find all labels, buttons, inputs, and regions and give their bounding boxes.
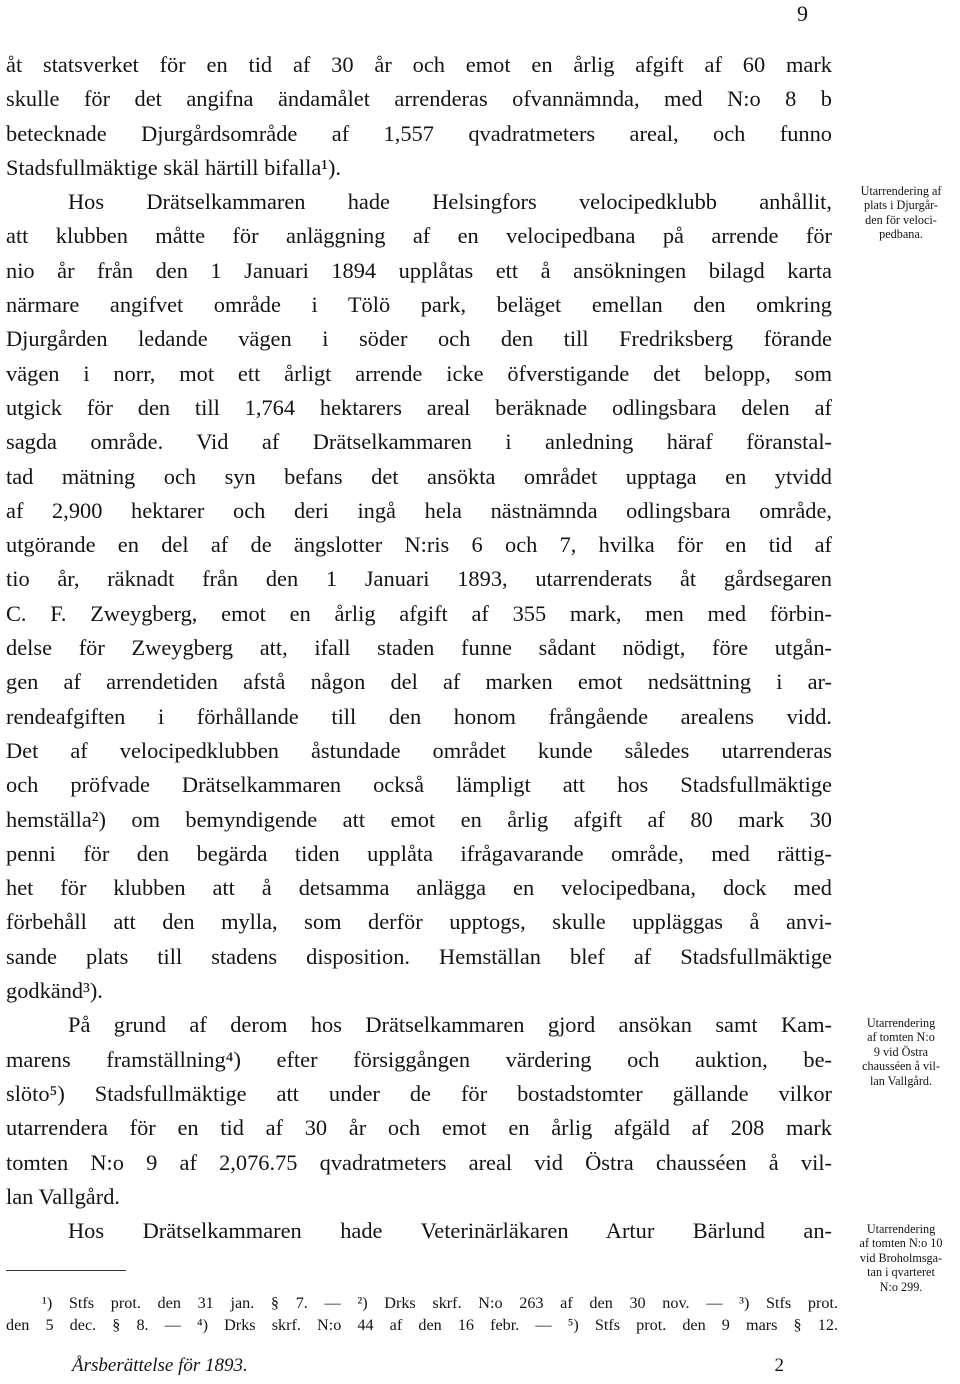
text-line: vägen i norr, mot ett årligt arrende icke öfverstigande det belopp, som [6, 360, 832, 386]
text-line: gen af arrendetiden afstå någon del af marken emot nedsättning i ar- [6, 669, 832, 695]
text-line: hemställa²) om bemyndigende att emot en årlig afgift af 80 mark 30 [6, 806, 832, 832]
text-line: af 2,900 hektarer och deri ingå hela nästnämnda odlingsbara område, [6, 497, 832, 523]
text-line: utgörande en del af de ängslotter N:ris 6 och 7, hvilka för en tid af [6, 532, 832, 558]
margin-note-line: chausséen å vil- [862, 1059, 940, 1074]
page-footer [72, 1354, 784, 1378]
footnote-line: den 5 dec. § 8. — ⁴) Drks skrf. N:o 44 af den 16 febr. — ⁵) Stfs prot. den 9 mars § 12. [6, 1316, 838, 1334]
text-line: tad mätning och syn befans det ansökta området upptaga en ytvidd [6, 463, 832, 489]
margin-note-line: af tomten N:o [867, 1030, 935, 1045]
text-line: betecknade Djurgårdsområde af 1,557 qvadratmeters areal, och funno [6, 120, 832, 146]
text-line: närmare angifvet område i Tölö park, beläget emellan den omkring [6, 292, 832, 318]
text-line: Hos Drätselkammaren hade Veterinärläkaren Artur Bärlund an- [68, 1218, 832, 1244]
margin-note-line: Utarrendering [866, 1016, 936, 1030]
paragraph-2 [6, 185, 832, 1008]
text-line: Djurgården ledande vägen i söder och den till Fredriksberg förande [6, 326, 832, 352]
publication-title: Årsberättelse för 1893. [72, 1355, 248, 1376]
text-line: nio år från den 1 Januari 1894 upplåtas ett å ansökningen bilagd karta [6, 257, 832, 283]
text-line: slöto⁵) Stadsfullmäktige att under de för bostadstomter gällande vilkor [6, 1080, 832, 1106]
text-line: sagda område. Vid af Drätselkammaren i anledning häraf föranstal- [6, 429, 832, 455]
text-line: penni för den begärda tiden upplåta ifrågavarande område, med rättig- [6, 840, 832, 866]
margin-note-line: Utarrendering [866, 1222, 936, 1236]
margin-note-line: af tomten N:o 10 [859, 1236, 943, 1251]
text-line: Det af velocipedklubben åstundade området kunde således utarrenderas [6, 737, 832, 763]
text-line: rendeafgiften i förhållande till den honom frångående arealens vidd. [6, 703, 832, 729]
margin-note-line: plats i Djurgår- [864, 198, 938, 213]
margin-note-line: lan Vallgård. [869, 1073, 933, 1088]
text-line: C. F. Zweygberg, emot en årlig afgift af 355 mark, men med förbin- [6, 600, 832, 626]
margin-note-velocipedbana [843, 184, 959, 242]
margin-note-line: 9 vid Östra [873, 1044, 929, 1059]
footnote-line: ¹) Stfs prot. den 31 jan. § 7. — ²) Drks skrf. N:o 263 af den 30 nov. — ³) Stfs prot. [42, 1294, 838, 1312]
text-line: delse för Zweygberg att, ifall staden funne sådant nödigt, före utgån- [6, 635, 832, 661]
body-text [6, 48, 832, 1248]
text-line: åt statsverket för en tid af 30 år och emot en årlig afgift af 60 mark [6, 52, 832, 77]
text-line: sande plats till stadens disposition. Hemställan blef af Stadsfullmäktige [6, 943, 832, 969]
text-line: och pröfvade Drätselkammaren också lämpligt att hos Stadsfullmäktige [6, 772, 832, 798]
margin-note-line: tan i qvarteret [867, 1265, 935, 1280]
page-number: 9 [797, 1, 808, 26]
paragraph-4 [6, 1214, 832, 1248]
text-line: utarrendera för en tid af 30 år och emot en årlig afgäld af 208 mark [6, 1115, 832, 1141]
text-line: tio år, räknadt från den 1 Januari 1893, utarrenderats åt gårdsegaren [6, 566, 832, 592]
text-line: utgick för den till 1,764 hektarers areal beräknade odlingsbara delen af [6, 394, 832, 420]
margin-note-line: N:o 299. [879, 1279, 923, 1294]
text-line: godkänd³). [6, 978, 103, 1004]
text-line: Hos Drätselkammaren hade Helsingfors velocipedklubb anhållit, [68, 189, 832, 215]
margin-note-line: pedbana. [879, 227, 923, 242]
footnotes [6, 1292, 838, 1336]
margin-note-tomten-9 [843, 1016, 959, 1088]
text-line: skulle för det angifna ändamålet arrenderas ofvannämnda, med N:o 8 b [6, 86, 832, 112]
margin-note-tomten-10 [843, 1222, 959, 1294]
paragraph-1 [6, 48, 832, 185]
text-line: På grund af derom hos Drätselkammaren gjord ansökan samt Kam- [68, 1012, 832, 1038]
text-line: tomten N:o 9 af 2,076.75 qvadratmeters areal vid Östra chausséen å vil- [6, 1149, 832, 1175]
text-line: marens framställning⁴) efter försiggången värdering och auktion, be- [6, 1046, 832, 1072]
text-line: lan Vallgård. [6, 1183, 120, 1209]
text-line: Stadsfullmäktige skäl härtill bifalla¹). [6, 154, 342, 180]
margin-note-line: den för veloci- [865, 212, 937, 227]
text-line: att klubben måtte för anläggning af en velocipedbana på arrende för [6, 223, 832, 249]
text-line: förbehåll att den mylla, som derför upptogs, skulle uppläggas å anvi- [6, 909, 832, 935]
text-line: het för klubben att å detsamma anlägga en velocipedbana, dock med [6, 875, 832, 901]
footnote-divider [6, 1270, 126, 1271]
signature-mark: 2 [774, 1355, 784, 1376]
paragraph-3 [6, 1008, 832, 1214]
margin-note-line: vid Broholmsga- [859, 1250, 943, 1265]
margin-note-line: Utarrendering af [860, 184, 942, 198]
